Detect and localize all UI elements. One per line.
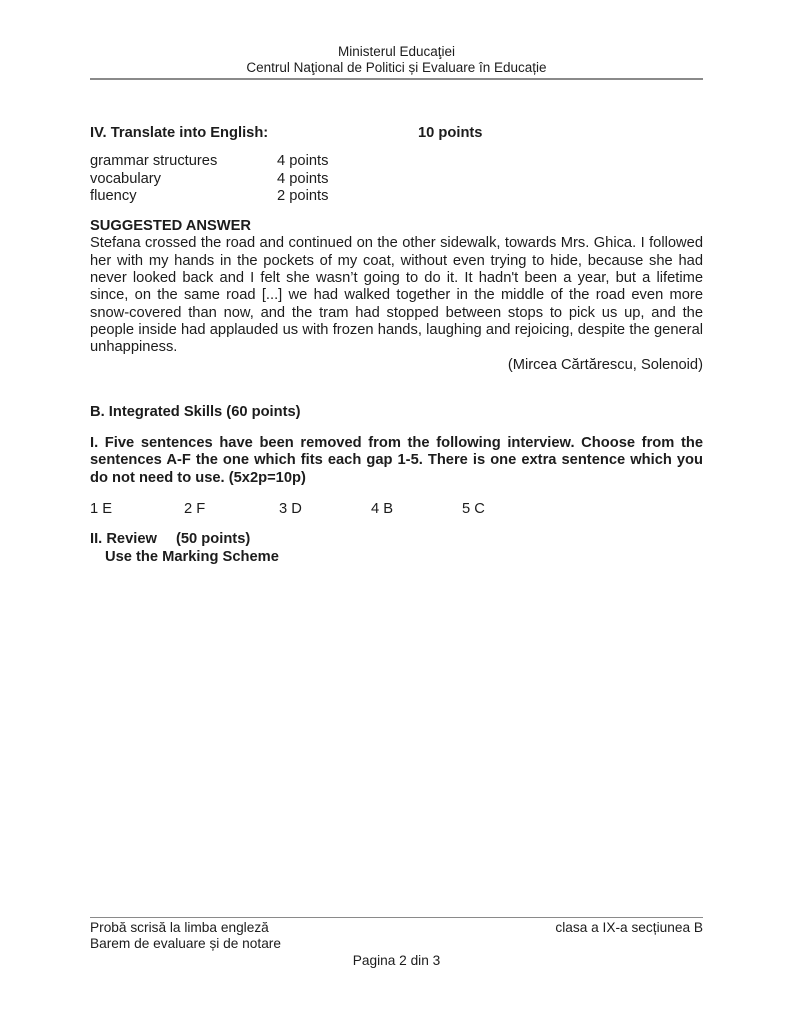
- section-iv-heading: [90, 125, 703, 142]
- criterion-label: vocabulary: [90, 170, 162, 187]
- section-iv-points: 10 points: [418, 125, 483, 141]
- footer-row: [90, 920, 703, 936]
- criterion-label: grammar structures: [90, 153, 218, 170]
- task-ii-title-text: II. Review: [90, 531, 157, 548]
- footer-page-number: Pagina 2 din 3: [352, 953, 441, 968]
- attribution: (Mircea Cărtărescu, Solenoid): [507, 356, 703, 373]
- center-line: Centrul Naţional de Politici și Evaluare în Educație: [246, 59, 547, 75]
- answer-key-item: 3 D: [279, 501, 302, 518]
- criterion-label: fluency: [90, 187, 137, 204]
- task-i-instructions: I. Five sentences have been removed from the following interview. Choose from the sentences A-F the one which fits each gap 1-5. There is one extra sentence which you do not need to use. (5x2p=10p): [90, 435, 703, 486]
- footer-class-label: clasa a IX-a secțiunea B: [555, 920, 703, 935]
- ministry-line: Ministerul Educaţiei: [337, 44, 456, 59]
- answer-key-item: 4 B: [371, 501, 394, 518]
- criteria-row: [90, 153, 703, 170]
- criteria-row: [90, 188, 703, 205]
- answer-key-row: [90, 501, 703, 518]
- criteria-row: [90, 171, 703, 188]
- task-ii-heading: [90, 531, 703, 548]
- criterion-points: 4 points: [277, 153, 329, 170]
- criterion-points: 2 points: [277, 187, 329, 204]
- criterion-points: 4 points: [277, 170, 329, 187]
- section-b-heading: B. Integrated Skills (60 points): [90, 403, 301, 420]
- answer-key-item: 2 F: [184, 501, 206, 518]
- section-iv-title-text: IV. Translate into English:: [90, 125, 269, 141]
- answer-key-item: 5 C: [462, 501, 485, 518]
- document-header: [90, 44, 703, 80]
- criteria-list: [90, 153, 703, 205]
- document-footer: [90, 917, 703, 969]
- task-ii-points: (50 points): [176, 531, 251, 548]
- task-ii-note: Use the Marking Scheme: [105, 548, 279, 565]
- answer-key-item: 1 E: [90, 501, 113, 518]
- footer-scheme-label: Barem de evaluare și de notare: [90, 936, 281, 951]
- suggested-answer-text: Stefana crossed the road and continued on the other sidewalk, towards Mrs. Ghica. I followed her with my hands in the pockets of my coat, without even trying to hide, because she had never looked back and I felt she wasn’t going to do it. It hadn't been a year, but a lifetime since, on the same road [...] we had walked together in the middle of the road even more snow-covered than now, and the tram had stopped between stops to pick us up, and the people inside had applauded us with frozen hands, laughing and rejoicing, despite the general unhappiness.: [90, 235, 703, 356]
- suggested-answer-heading: SUGGESTED ANSWER: [90, 218, 252, 235]
- footer-exam-title: Probă scrisă la limba engleză: [90, 920, 269, 935]
